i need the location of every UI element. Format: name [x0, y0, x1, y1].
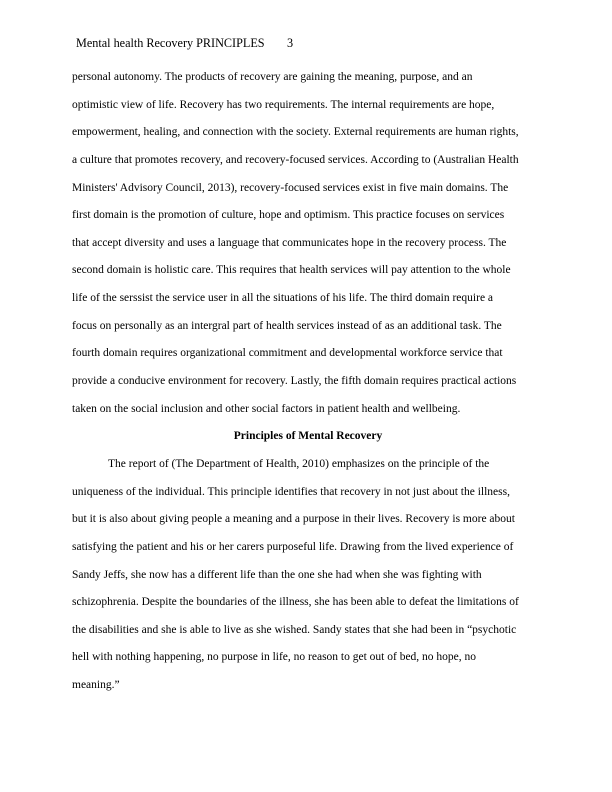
paragraph-line: a culture that promotes recovery, and recovery-focused services. According to (Australian Health: [72, 153, 519, 166]
paragraph-line: focus on personally as an intergral part of health services instead of as an additional task. The: [72, 319, 502, 332]
paragraph-line: but it is also about giving people a meaning and a purpose in their lives. Recovery is more about: [72, 513, 515, 526]
paragraph-line: taken on the social inclusion and other social factors in patient health and wellbeing.: [72, 402, 461, 415]
paragraph-line: empowerment, healing, and connection with the society. External requirements are human rights,: [72, 126, 519, 139]
paragraph-line: schizophrenia. Despite the boundaries of the illness, she has been able to defeat the limitations of: [72, 596, 519, 609]
header-title: Mental health Recovery PRINCIPLES: [76, 36, 265, 50]
body-text: [72, 68, 542, 704]
paragraph-line: life of the serssist the service user in all the situations of his life. The third domain require a: [72, 292, 494, 305]
paragraph-line: first domain is the promotion of culture, hope and optimism. This practice focuses on services: [72, 209, 505, 222]
paragraph-line: hell with nothing happening, no purpose in life, no reason to get out of bed, no hope, no: [72, 651, 477, 664]
paragraph-line: optimistic view of life. Recovery has two requirements. The internal requirements are hope,: [72, 98, 495, 111]
paragraph-line: Sandy Jeffs, she now has a different life than the one she had when she was fighting with: [72, 568, 482, 581]
paragraph-line: provide a conducive environment for recovery. Lastly, the fifth domain requires practical actions: [72, 375, 517, 388]
paragraph-line: the disabilities and she is able to live as she wished. Sandy states that she had been in “psychotic: [72, 623, 517, 636]
paragraph-line: that accept diversity and uses a language that communicates hope in the recovery process. The: [72, 236, 507, 249]
running-header: [76, 35, 294, 51]
paragraph-line: meaning.”: [72, 679, 120, 692]
paragraph-line: uniqueness of the individual. This principle identifies that recovery in not just about the illness,: [72, 485, 510, 498]
paragraph-line: The report of (The Department of Health, 2010) emphasizes on the principle of the: [108, 457, 490, 470]
section-heading: Principles of Mental Recovery: [233, 430, 383, 443]
paragraph-line: personal autonomy. The products of recovery are gaining the meaning, purpose, and an: [72, 71, 473, 83]
paragraph-line: second domain is holistic care. This requires that health services will pay attention to the whole: [72, 264, 511, 277]
paragraph-line: fourth domain requires organizational commitment and developmental workforce service that: [72, 347, 503, 360]
page-number: 3: [287, 36, 294, 50]
paragraph-line: satisfying the patient and his or her carers purposeful life. Drawing from the lived experience of: [72, 540, 514, 553]
paragraph-line: Ministers' Advisory Council, 2013), recovery-focused services exist in five main domains. The: [72, 181, 509, 194]
